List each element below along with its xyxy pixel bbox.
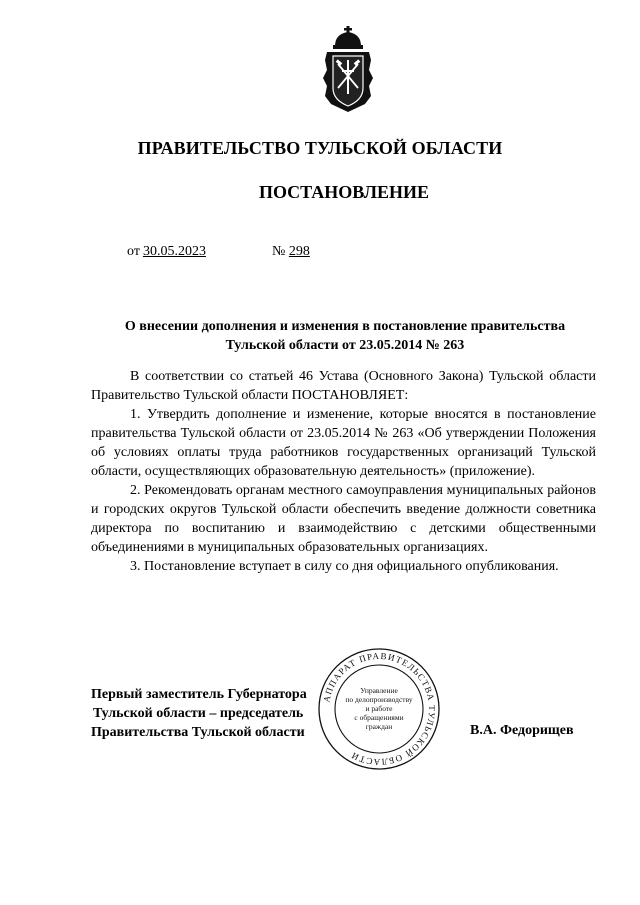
- document-date: [127, 244, 206, 260]
- stamp-line: с обращениями: [354, 713, 404, 722]
- stamp-ring-text: АППАРАТ ПРАВИТЕЛЬСТВА ТУЛЬСКОЙ ОБЛАСТИ: [321, 650, 438, 768]
- organization-title: ПРАВИТЕЛЬСТВО ТУЛЬСКОЙ ОБЛАСТИ: [137, 138, 503, 158]
- stamp-line: по делопроизводству: [345, 695, 413, 704]
- signer-name: В.А. Федорищев: [470, 723, 574, 738]
- signer-title-line: Тульской области – председатель: [93, 706, 304, 721]
- document-subject: [60, 317, 630, 355]
- body-paragraph: 3. Постановление вступает в силу со дня официального опубликования.: [130, 559, 559, 574]
- subject-line: Тульской области от 23.05.2014 № 263: [225, 338, 465, 353]
- document-type-heading: ПОСТАНОВЛЕНИЕ: [258, 182, 430, 202]
- signer-title-line: Первый заместитель Губернатора: [91, 687, 307, 702]
- body-paragraph: 1. Утвердить дополнение и изменение, которые вносятся в постановление правительства Тульской области от 23.05.2014 № 263 «Об утверждении Положения об условиях оплаты труда работников государственных организаций Тульской области, осуществляющих образовательную деятельность» (приложение).: [91, 407, 596, 479]
- stamp-line: и работе: [365, 704, 393, 713]
- number-value: 298: [288, 244, 310, 259]
- stamp-center-text: [332, 686, 426, 731]
- document-body: [91, 367, 596, 576]
- date-value: 30.05.2023: [142, 244, 206, 259]
- signer-title-line: Правительства Тульской области: [91, 725, 305, 740]
- date-label: от: [127, 244, 140, 259]
- body-paragraph: В соответствии со статьей 46 Устава (Основного Закона) Тульской области Правительство Тульской области ПОСТАНОВЛЯЕТ:: [91, 369, 596, 403]
- stamp-line: граждан: [365, 722, 393, 731]
- tula-coat-of-arms-icon: [321, 26, 375, 112]
- number-label: №: [272, 244, 286, 259]
- signer-title: [91, 685, 307, 742]
- document-number: [272, 244, 310, 260]
- subject-line: О внесении дополнения и изменения в постановление правительства: [124, 319, 566, 334]
- body-paragraph: 2. Рекомендовать органам местного самоуправления муниципальных районов и городских округов Тульской области обеспечить введение должности советника директора по воспитанию и взаимодействию с детскими общественными объединениями в муниципальных образовательных организациях.: [91, 483, 596, 555]
- stamp-line: Управление: [360, 686, 398, 695]
